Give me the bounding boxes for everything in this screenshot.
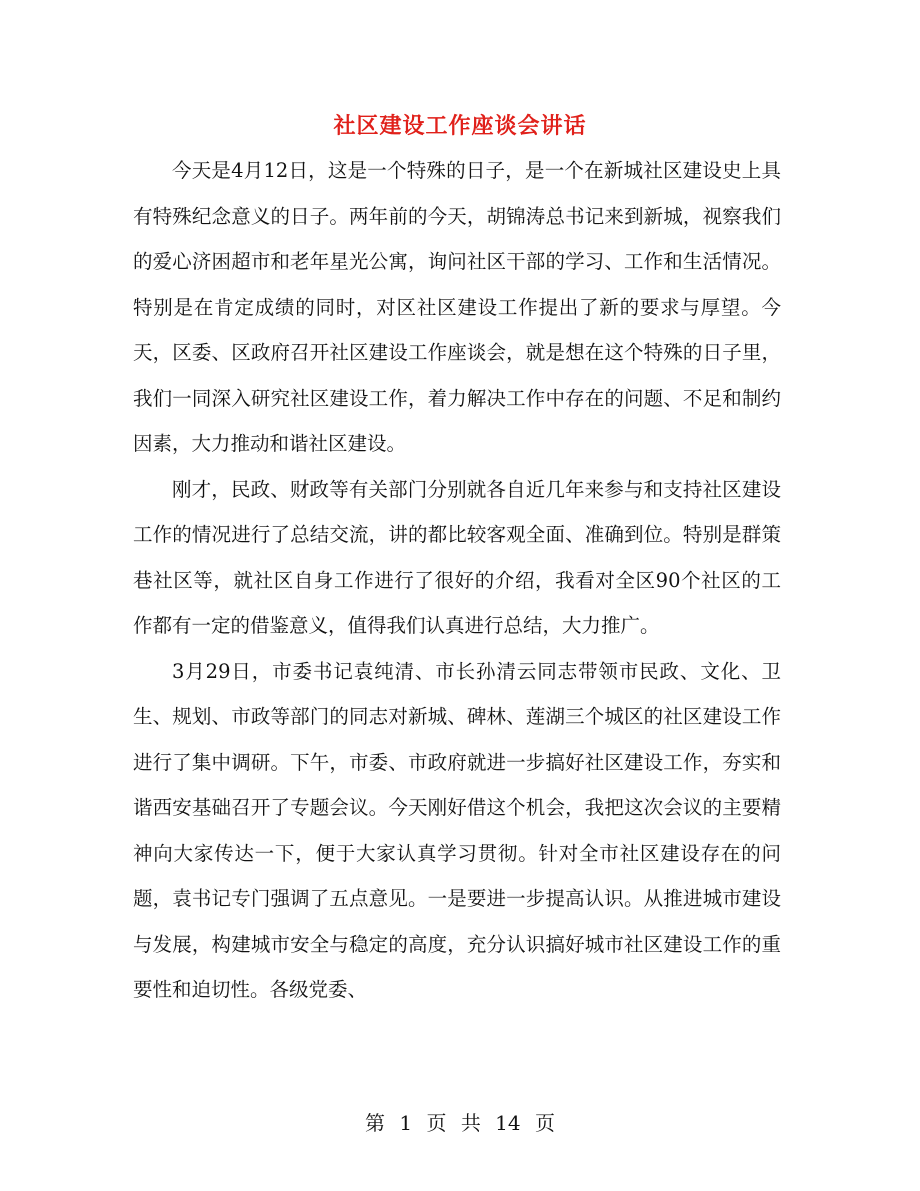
footer-current-page: 1 (399, 1111, 413, 1135)
paragraph-2: 刚才，民政、财政等有关部门分别就各自近几年来参与和支持社区建设工作的情况进行了总结交流，讲的都比较客观全面、准确到位。特别是群策巷社区等，就社区自身工作进行了很好的介绍，我看对全区90个社区的工作都有一定的借鉴意义，值得我们认真进行总结，大力推广。 (133, 477, 781, 637)
footer-prefix: 第 (365, 1111, 385, 1135)
paragraph-1: 今天是4月12日，这是一个特殊的日子，是一个在新城社区建设史上具有特殊纪念意义的日子。两年前的今天，胡锦涛总书记来到新城，视察我们的爱心济困超市和老年星光公寓，询问社区干部的学习、工作和生活情况。特别是在肯定成绩的同时，对区社区建设工作提出了新的要求与厚望。今天，区委、区政府召开社区建设工作座谈会，就是想在这个特殊的日子里，我们一同深入研究社区建设工作，着力解决工作中存在的问题、不足和制约因素，大力推动和谐社区建设。 (133, 159, 781, 455)
document-body (133, 148, 781, 1013)
paragraph-3: 3月29日，市委书记袁纯清、市长孙清云同志带领市民政、文化、卫生、规划、市政等部门的同志对新城、碑林、莲湖三个城区的社区建设工作进行了集中调研。下午，市委、市政府就进一步搞好社区建设工作，夯实和谐西安基础召开了专题会议。今天刚好借这个机会，我把这次会议的主要精神向大家传达一下，便于大家认真学习贯彻。针对全市社区建设存在的问题，袁书记专门强调了五点意见。一是要进一步提高认识。从推进城市建设与发展，构建城市安全与稳定的高度，充分认识搞好城市社区建设工作的重要性和迫切性。各级党委、 (133, 659, 781, 1001)
footer-total-prefix: 共 (460, 1111, 481, 1135)
page-title: 社区建设工作座谈会讲话 (333, 113, 587, 139)
footer-suffix: 页 (534, 1111, 555, 1135)
page-footer (0, 1105, 920, 1141)
footer-total-pages: 14 (495, 1111, 521, 1135)
footer-page-label: 页 (426, 1111, 447, 1135)
